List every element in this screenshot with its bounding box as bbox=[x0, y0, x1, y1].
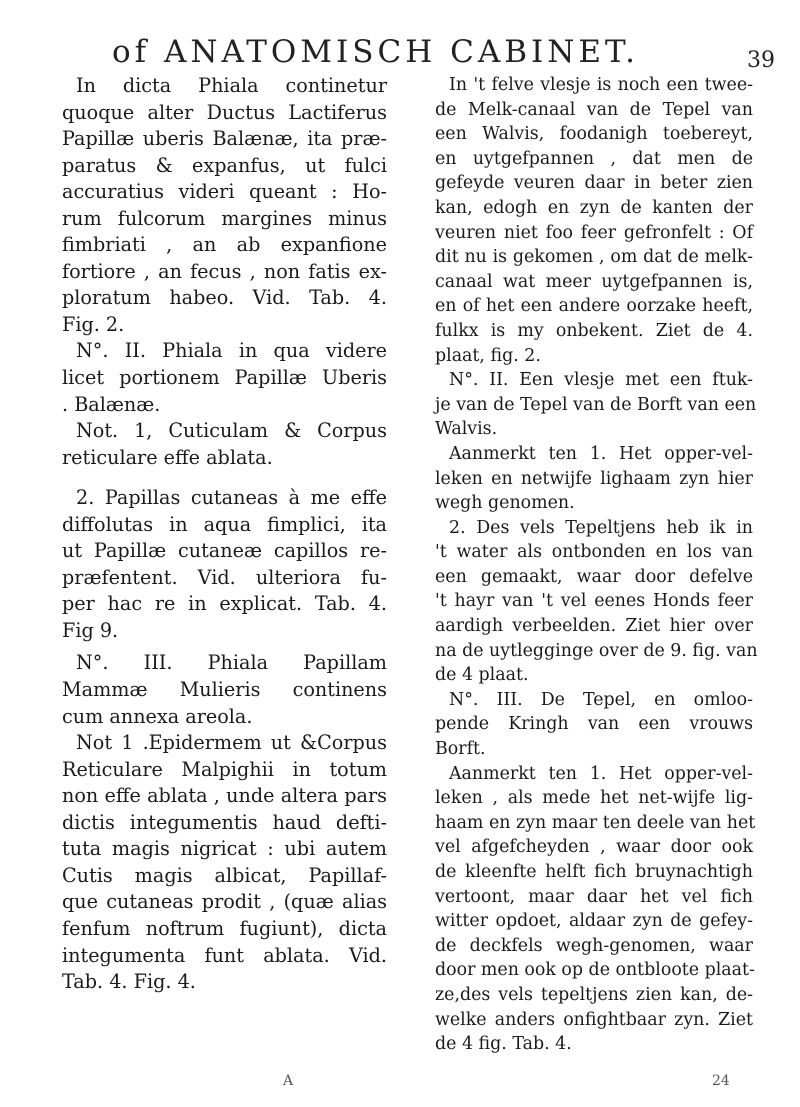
dutch-text-line: veuren niet foo feer gefronfelt : Of bbox=[435, 222, 753, 243]
latin-text-line: In dicta Phiala continetur bbox=[76, 74, 387, 97]
dutch-text-line: na de uytlegginge over de 9. fig. van bbox=[435, 640, 758, 661]
dutch-text-line: leken en netwijfe lighaam zyn hier bbox=[435, 468, 753, 489]
latin-text-line: tuta magis nigricat : ubi autem bbox=[62, 837, 387, 861]
dutch-text-line: een gemaakt, waar door defelve bbox=[435, 566, 753, 587]
latin-text-line: 2. Papillas cutaneas à me effe bbox=[76, 486, 387, 510]
latin-text-line: fenfum noftrum fugiunt), dicta bbox=[62, 916, 387, 940]
latin-text-line: non effe ablata , unde altera pars bbox=[62, 784, 387, 808]
latin-text-line: Tab. 4. Fig. 4. bbox=[62, 970, 196, 994]
latin-text-line: . Balænæ. bbox=[62, 392, 161, 416]
latin-text-line: diffolutas in aqua fimplici, ita bbox=[62, 512, 387, 536]
signature-mark-left: A bbox=[283, 1073, 294, 1089]
dutch-text-line: kan, edogh en zyn de kanten der bbox=[435, 197, 753, 218]
dutch-text-line: welke anders onfightbaar zyn. Ziet bbox=[435, 1009, 753, 1030]
running-title: of ANATOMISCH CABINET. bbox=[112, 34, 639, 70]
page-number: 39 bbox=[747, 48, 775, 73]
latin-text-line: cum annexa areola. bbox=[62, 704, 253, 728]
dutch-text-line: N°. II. Een vlesje met een ftuk- bbox=[449, 370, 753, 391]
dutch-text-line: vel afgefcheyden , waar door ook bbox=[435, 837, 753, 858]
latin-text-line: reticulare effe ablata. bbox=[62, 445, 273, 469]
dutch-text-line: N°. III. De Tepel, en omloo- bbox=[449, 689, 753, 710]
dutch-text-line: een Walvis, foodanigh toebereyt, bbox=[435, 124, 753, 145]
dutch-text-line: canaal wat meer uytgefpannen is, bbox=[435, 271, 753, 292]
latin-text-line: Not 1 .Epidermem ut &Corpus bbox=[76, 731, 387, 755]
latin-text-line: dictis integumentis haud defti- bbox=[62, 810, 387, 834]
dutch-text-line: leken , als mede het net-wijfe lig- bbox=[435, 788, 753, 809]
dutch-text-line: door men ook op de ontbloote plaat- bbox=[435, 960, 755, 981]
dutch-text-line: gefeyde veuren daar in beter zien bbox=[435, 173, 753, 194]
dutch-text-line: wegh genomen. bbox=[435, 493, 575, 514]
dutch-column bbox=[435, 73, 758, 1057]
dutch-text-line: aardigh verbeelden. Ziet hier over bbox=[435, 616, 753, 637]
latin-text-line: quoque alter Ductus Lactiferus bbox=[62, 100, 387, 124]
dutch-text-line: In 't felve vlesje is noch een twee- bbox=[449, 75, 753, 95]
dutch-text-line: ze,des vels tepeltjens zien kan, de- bbox=[435, 984, 753, 1005]
latin-column bbox=[62, 73, 387, 996]
dutch-text-line: en of het een andere oorzake heeft, bbox=[435, 296, 753, 317]
latin-text-line: Fig. 2. bbox=[62, 312, 125, 336]
dutch-text-line: pende Kringh van een vrouws bbox=[435, 714, 753, 735]
dutch-text-line: 't hayr van 't vel eenes Honds feer bbox=[435, 591, 753, 612]
latin-text-line: Reticulare Malpighii in totum bbox=[62, 757, 387, 781]
dutch-text-line: de 4 fig. Tab. 4. bbox=[435, 1034, 572, 1055]
dutch-text-line: plaat, fig. 2. bbox=[435, 345, 541, 366]
dutch-text-line: je van de Tepel van de Borft van een bbox=[435, 394, 757, 415]
latin-text-line: N°. II. Phiala in qua videre bbox=[76, 339, 387, 363]
latin-text-line: Cutis magis albicat, Papillaf- bbox=[62, 863, 387, 887]
latin-text-line: ut Papillæ cutaneæ capillos re- bbox=[62, 539, 387, 563]
latin-text-line: per hac re in explicat. Tab. 4. bbox=[62, 592, 387, 616]
latin-text-line: præfentent. Vid. ulteriora fu- bbox=[62, 565, 387, 589]
dutch-text-line: de Melk-canaal van de Tepel van bbox=[435, 99, 753, 120]
dutch-text-line: fulkx is my onbekent. Ziet de 4. bbox=[435, 320, 753, 341]
dutch-text-line: de 4 plaat. bbox=[435, 665, 529, 686]
dutch-text-line: en uytgefpannen , dat men de bbox=[435, 148, 753, 169]
dutch-text-line: de deckfels wegh-genomen, waar bbox=[435, 935, 753, 956]
dutch-text-line: 2. Des vels Tepeltjens heb ik in bbox=[449, 517, 753, 538]
latin-text-line: rum fulcorum margines minus bbox=[62, 206, 387, 230]
latin-text-line: Fig 9. bbox=[62, 618, 119, 642]
dutch-text-line: 't water als ontbonden en los van bbox=[435, 542, 753, 563]
latin-text-line: integumenta funt ablata. Vid. bbox=[62, 943, 387, 967]
dutch-text-line: Walvis. bbox=[435, 419, 498, 440]
signature-mark-right: 24 bbox=[712, 1073, 730, 1089]
dutch-text-line: de kleenfte helft fich bruynachtigh bbox=[435, 862, 753, 882]
dutch-text-line: Aanmerkt ten 1. Het opper-vel- bbox=[449, 443, 753, 464]
dutch-text-line: haam en zyn maar ten deele van het bbox=[435, 812, 756, 833]
latin-text-line: N°. III. Phiala Papillam bbox=[76, 651, 387, 675]
latin-text-line: ploratum habeo. Vid. Tab. 4. bbox=[62, 286, 387, 310]
latin-text-line: licet portionem Papillæ Uberis bbox=[62, 366, 387, 390]
dutch-text-line: vertoont, maar daar het vel fich bbox=[435, 886, 753, 907]
dutch-text-line: witter opdoet, aldaar zyn de gefey- bbox=[435, 911, 753, 932]
latin-text-line: Mammæ Mulieris continens bbox=[62, 678, 387, 702]
latin-text-line: que cutaneas prodit , (quæ alias bbox=[62, 890, 387, 914]
dutch-text-line: dit nu is gekomen , om dat de melk- bbox=[435, 247, 753, 268]
paragraph-gap bbox=[62, 471, 387, 485]
latin-text-line: Papillæ uberis Balænæ, ita præ- bbox=[62, 127, 387, 151]
latin-text-line: accuratius videri queant : Ho- bbox=[62, 180, 387, 204]
latin-text-line: fortiore , an fecus , non fatis ex- bbox=[62, 259, 387, 283]
dutch-text-line: Borft. bbox=[435, 739, 486, 760]
dutch-text-line: Aanmerkt ten 1. Het opper-vel- bbox=[449, 763, 753, 784]
latin-text-line: Not. 1, Cuticulam & Corpus bbox=[76, 419, 387, 443]
latin-text-line: paratus & expanfus, ut fulci bbox=[62, 153, 387, 177]
latin-text-line: fimbriati , an ab expanfione bbox=[62, 233, 387, 257]
